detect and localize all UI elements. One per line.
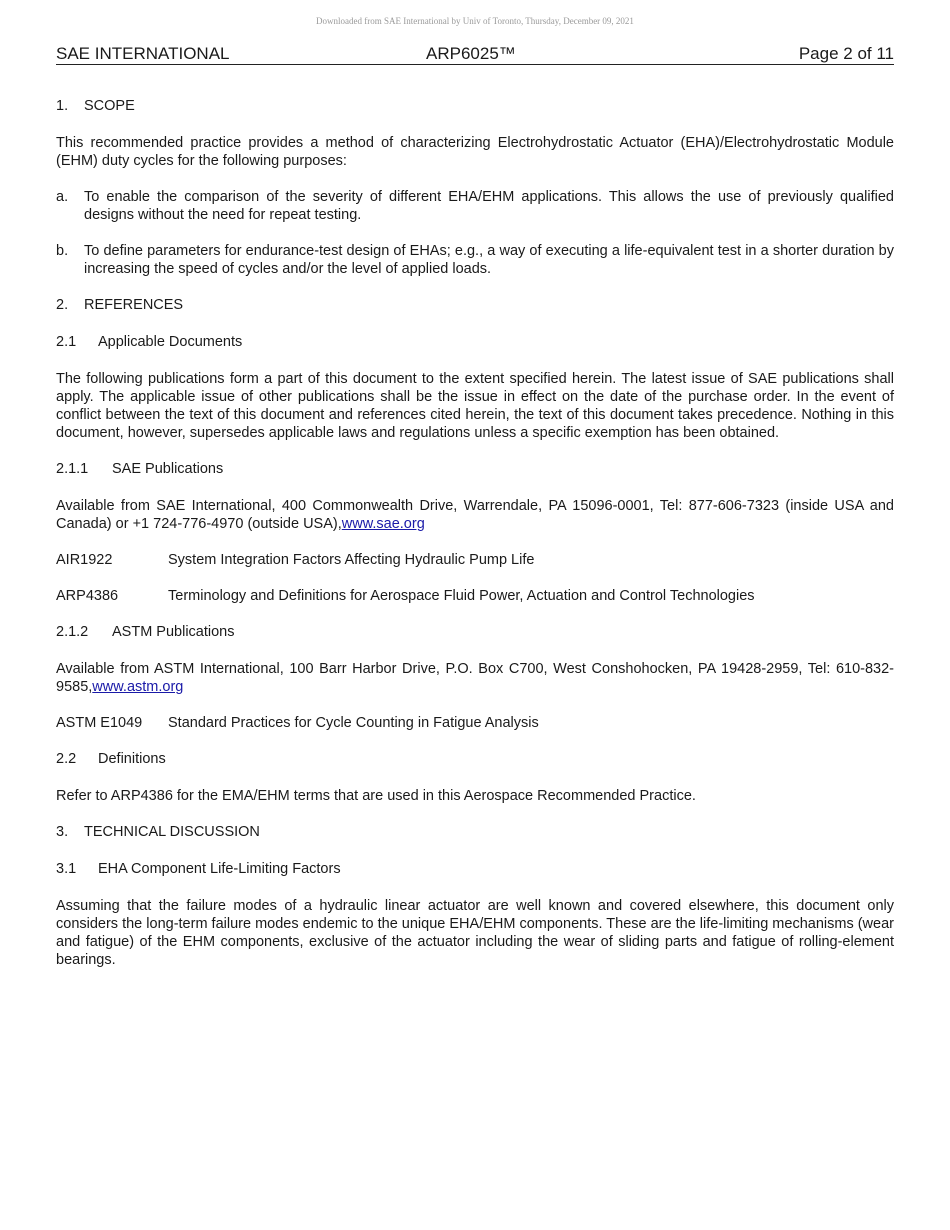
- section-number: 2.1: [56, 334, 77, 350]
- section-number: 3.: [56, 824, 69, 840]
- reference-title: Standard Practices for Cycle Counting in Fatigue Analysis: [168, 715, 539, 731]
- section-number: 2.1.2: [56, 624, 89, 640]
- subsection-heading-sae-publications: [56, 460, 894, 478]
- page-header: [56, 44, 894, 65]
- reference-title: System Integration Factors Affecting Hydraulic Pump Life: [168, 552, 535, 568]
- reference-code: ASTM E1049: [56, 715, 143, 731]
- applicable-documents-paragraph: The following publications form a part of this document to the extent specified herein. The latest issue of SAE publications shall apply. The applicable issue of other publications shall be the issue in effect on the date of the purchase order. In the event of conflict between the text of this document and references cited herein, the text of this document takes precedence. Nothing in this document, however, supersedes applicable laws and regulations unless a specific exemption has been obtained.: [56, 371, 894, 441]
- astm-website-link[interactable]: www.astm.org: [92, 679, 184, 695]
- section-number: 1.: [56, 98, 69, 114]
- list-item-text: To define parameters for endurance-test design of EHAs; e.g., a way of executing a life-equivalent test in a shorter duration by increasing the speed of cycles and/or the level of applied loads.: [84, 243, 894, 277]
- sae-availability-paragraph: [56, 497, 894, 533]
- section-title: SAE Publications: [112, 461, 224, 477]
- list-item: [56, 242, 894, 278]
- header-doc-id: ARP6025™: [426, 44, 516, 63]
- scope-intro-paragraph: This recommended practice provides a method of characterizing Electrohydrostatic Actuator (EHA)/Electrohydrostatic Module (EHM) duty cycles for the following purposes:: [56, 135, 894, 169]
- list-item-label: b.: [56, 243, 69, 259]
- list-item: [56, 188, 894, 224]
- document-body: [56, 97, 894, 987]
- astm-availability-text: Available from ASTM International, 100 Barr Harbor Drive, P.O. Box C700, West Conshohocken, PA 19428-2959, Tel: 610-832-9585,: [56, 661, 894, 695]
- section-number: 2.1.1: [56, 461, 89, 477]
- section-title: REFERENCES: [84, 297, 184, 313]
- reference-title: Terminology and Definitions for Aerospace Fluid Power, Actuation and Control Technologies: [168, 588, 755, 604]
- reference-row: [56, 551, 894, 569]
- list-item-text: To enable the comparison of the severity of different EHA/EHM applications. This allows the use of previously qualified designs without the need for repeat testing.: [84, 189, 894, 223]
- section-heading-references: [56, 296, 894, 314]
- subsection-heading-astm-publications: [56, 623, 894, 641]
- astm-availability-paragraph: [56, 660, 894, 696]
- subsection-heading-life-limiting-factors: [56, 860, 894, 878]
- reference-row: [56, 587, 894, 605]
- section-title: Applicable Documents: [98, 334, 243, 350]
- reference-code: ARP4386: [56, 588, 119, 604]
- subsection-heading-definitions: [56, 750, 894, 768]
- section-number: 3.1: [56, 861, 77, 877]
- section-heading-scope: [56, 97, 894, 115]
- section-title: TECHNICAL DISCUSSION: [84, 824, 260, 840]
- sae-availability-text: Available from SAE International, 400 Commonwealth Drive, Warrendale, PA 15096-0001, Tel: 877-606-7323 (inside USA and Canada) or +1 724-776-4970 (outside USA),: [56, 498, 894, 532]
- subsection-heading-applicable-documents: [56, 333, 894, 351]
- section-title: SCOPE: [84, 98, 135, 114]
- reference-row: [56, 714, 894, 732]
- section-title: ASTM Publications: [112, 624, 235, 640]
- section-heading-technical-discussion: [56, 823, 894, 841]
- section-number: 2.2: [56, 751, 77, 767]
- definitions-paragraph: Refer to ARP4386 for the EMA/EHM terms that are used in this Aerospace Recommended Practice.: [56, 788, 696, 804]
- section-title: EHA Component Life-Limiting Factors: [98, 861, 341, 877]
- header-page-number: Page 2 of 11: [798, 44, 894, 63]
- section-number: 2.: [56, 297, 69, 313]
- sae-website-link[interactable]: www.sae.org: [341, 516, 425, 532]
- list-item-label: a.: [56, 189, 69, 205]
- download-watermark: Downloaded from SAE International by Univ of Toronto, Thursday, December 09, 2021: [316, 16, 634, 26]
- section-title: Definitions: [98, 751, 166, 767]
- reference-code: AIR1922: [56, 552, 113, 568]
- life-limiting-factors-paragraph: Assuming that the failure modes of a hydraulic linear actuator are well known and covered elsewhere, this document only considers the long-term failure modes endemic to the unique EHA/EHM components. These are the life-limiting mechanisms (wear and fatigue) of the EHM components, exclusive of the actuator including the wear of sliding parts and fatigue of rolling-element bearings.: [56, 898, 894, 968]
- header-org: SAE INTERNATIONAL: [56, 44, 230, 63]
